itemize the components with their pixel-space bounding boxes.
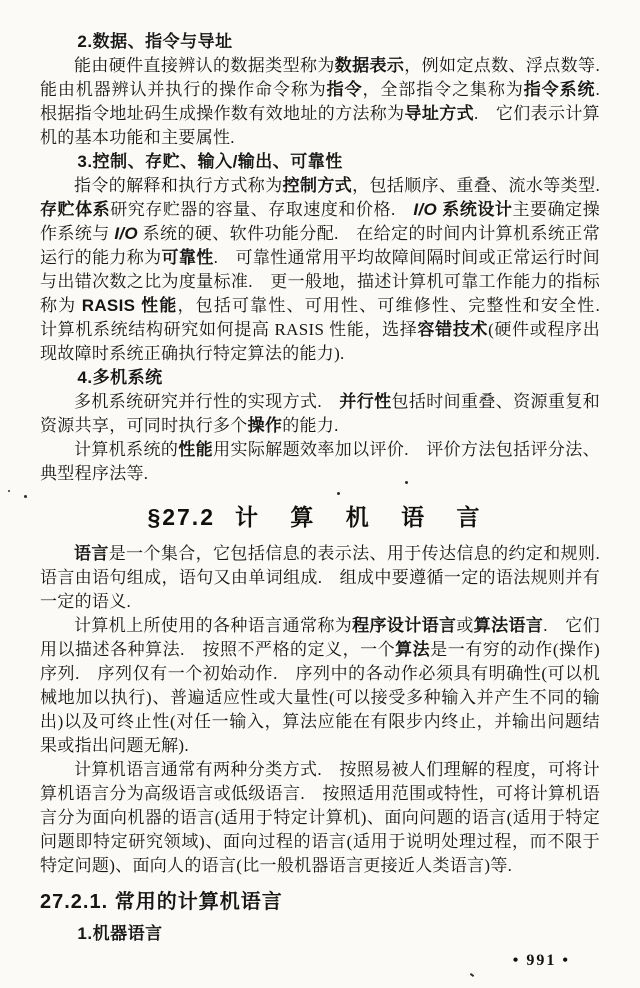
- text-run: . 根据指令地址码生成操作数有效地址的方法称为: [40, 80, 618, 123]
- key-term: 算法语言: [473, 616, 544, 635]
- text-run: 多机系统研究并行性的实现方式.: [74, 392, 340, 411]
- text-run: 能由硬件直接辨认的数据类型称为: [74, 56, 335, 75]
- para-language-classification: [40, 758, 600, 878]
- key-term: 操作: [247, 416, 283, 435]
- key-term: 1.机器语言: [77, 924, 163, 943]
- para-programming-language-algorithm: [40, 614, 600, 758]
- text-run: 计算机上所使用的各种语言通常称为: [74, 616, 353, 635]
- key-term: 可靠性: [161, 248, 214, 267]
- text-run: ，包括顺序、重叠、流水等类型.: [352, 176, 618, 195]
- key-term: 控制方式: [282, 176, 353, 195]
- key-term: I/O: [413, 200, 437, 219]
- key-term: 27.2.1. 常用的计算机语言: [40, 891, 283, 913]
- key-term: 语言: [74, 544, 109, 563]
- section-heading-27-2: [40, 502, 600, 532]
- key-term: I/O: [114, 224, 138, 243]
- key-term: 容错技术: [417, 320, 489, 339]
- scan-speck: [470, 973, 474, 977]
- item-heading-control-storage-io-reliability: [40, 150, 600, 174]
- text-run: 系统的硬、软件功能分配. 在给定的时间内计算机系统正常运行的能力称为: [40, 224, 600, 267]
- text-run: ，全部指令之集称为: [362, 80, 524, 99]
- text-run: 是一个集合，它包括信息的表示法、用于传达信息的约定和规则. 语言由语句组成，语句又由单词组成. 组成中要遵循一定的语法规则并有一定的语义.: [40, 544, 618, 611]
- text-run: 研究存贮器的容量、存取速度和价格.: [110, 200, 414, 219]
- key-term: 系统设计: [437, 200, 513, 219]
- section-title: 计 算 机 语 言: [235, 504, 493, 530]
- scan-speck: [8, 490, 10, 492]
- sub-heading-27-2-1: [40, 888, 600, 916]
- text-run: ，例如定点数、浮点数等. 能由机器辨认并执行的操作命令称为: [40, 56, 618, 99]
- section-number: §27.2: [147, 504, 215, 530]
- scan-speck: [337, 492, 340, 495]
- text-run: ，包括可靠性、可用性、可维修性、完整性和安全性. 计算机系统结构研究如何提高 RASIS 性能，选择: [40, 296, 618, 339]
- key-term: 数据表示: [334, 56, 405, 75]
- item-heading-multimachine: [40, 366, 600, 390]
- key-term: 指令: [326, 80, 363, 99]
- text-run: . 它们用以描述各种算法. 按照不严格的定义，一个: [40, 616, 600, 659]
- page-number: • 991 •: [512, 952, 570, 969]
- key-term: 2.数据、指令与导址: [77, 32, 233, 51]
- text-run: 用实际解题效率加以评价. 评价方法包括评分法、典型程序法等.: [40, 440, 600, 483]
- scan-speck: [24, 495, 27, 498]
- text-run: 计算机系统的: [74, 440, 179, 459]
- scan-speck: [405, 481, 408, 484]
- para-performance-evaluation: [40, 438, 600, 486]
- key-term: 存贮体系: [40, 200, 111, 219]
- text-run: . 它们表示计算机的基本功能和主要属性.: [40, 104, 600, 147]
- para-language-definition: [40, 542, 618, 614]
- text-run: 或: [456, 616, 474, 635]
- key-term: RASIS 性能: [81, 296, 178, 315]
- key-term: 指令系统: [523, 80, 596, 99]
- key-term: 算法: [395, 640, 431, 659]
- para-parallelism: [40, 390, 600, 438]
- text-run: 是一有穷的动作(操作)序列. 序列仅有一个初始动作. 序列中的各动作必须具有明确性(可以机械地加以执行)、普遍适应性或大量性(可以接受多种输入并产生不同的输出)以及可终止性(对任一输入，算法应能在有限步内终止，并输出问题结果或指出问题无解).: [40, 640, 600, 755]
- text-run: 计算机语言通常有两种分类方式. 按照易被人们理解的程度，可将计算机语言分为高级语言或低级语言. 按照适用范围或特性，可将计算机语言分为面向机器的语言(适用于特定计算机)、面向问题的语言(适用于特定问题即特定研究领域)、面向过程的语言(适用于说明处理过程，而不限于特定问题)、面向人的语言(比一般机器语言更接近人类语言)等.: [40, 760, 600, 875]
- key-term: 程序设计语言: [352, 616, 457, 635]
- key-term: 性能: [178, 440, 214, 459]
- text-run: 指令的解释和执行方式称为: [74, 176, 283, 195]
- para-data-representation: [40, 54, 618, 150]
- text-run: 的能力.: [282, 416, 339, 435]
- text-run: (硬件或程序出现故障时系统正确执行特定算法的能力).: [40, 320, 601, 363]
- key-term: 并行性: [339, 392, 392, 411]
- key-term: 4.多机系统: [77, 368, 163, 387]
- text-run: 主要确定操作系统与: [40, 200, 601, 243]
- key-term: 导址方式: [404, 104, 474, 123]
- item-heading-data-instruction-addressing: [40, 30, 600, 54]
- para-control-reliability: [40, 174, 618, 366]
- key-term: 3.控制、存贮、输入/输出、可靠性: [77, 152, 343, 171]
- text-run: . 可靠性通常用平均故障间隔时间或正常运行时间与出错次数之比为度量标准. 更一般地，描述计算机可靠工作能力的指标称为: [40, 248, 600, 315]
- item-heading-machine-language: [40, 922, 600, 946]
- text-run: 包括时间重叠、资源重复和资源共享，可同时执行多个: [40, 392, 600, 435]
